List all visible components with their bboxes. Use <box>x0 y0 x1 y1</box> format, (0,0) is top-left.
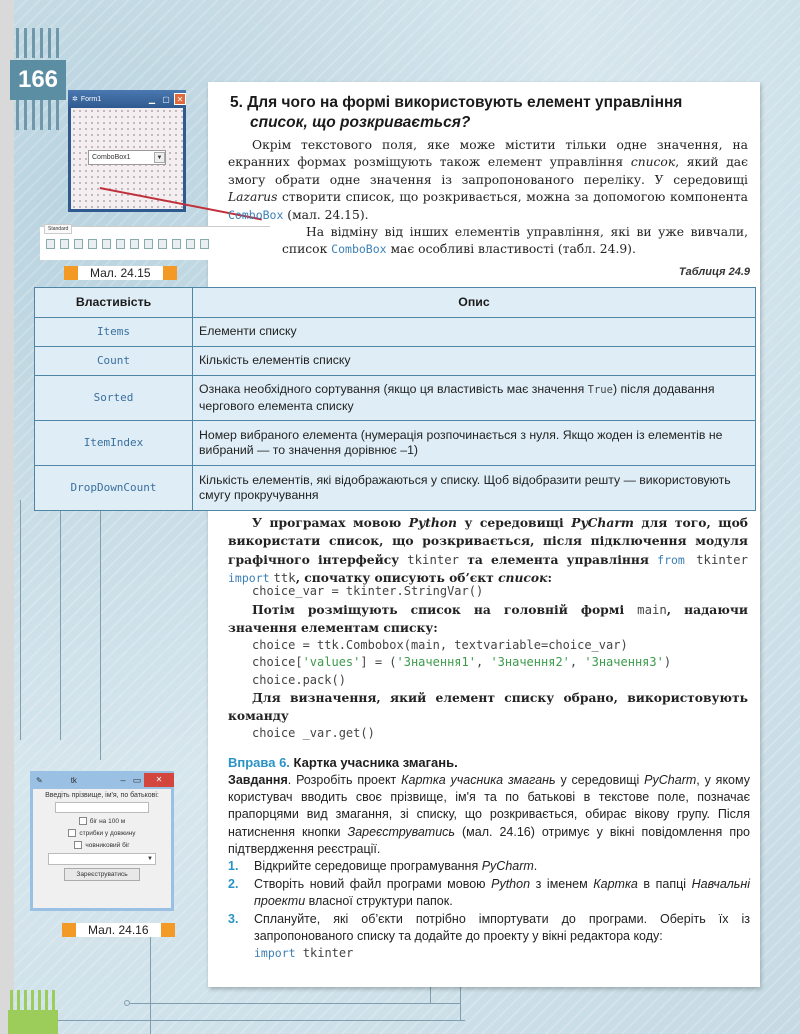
combobox-tool-icon[interactable] <box>200 239 209 249</box>
checkbox-box[interactable] <box>68 829 76 837</box>
combobox-text: ComboBox1 <box>92 154 131 161</box>
chevron-down-icon[interactable]: ▼ <box>154 152 165 163</box>
property-description: Елементи списку <box>193 318 756 347</box>
form-icon: ✲ <box>72 96 78 103</box>
python-paragraph-3: Для визначення, який елемент списку обрано, використовують команду <box>228 690 748 724</box>
caption-marker <box>62 923 76 937</box>
table-row <box>35 466 756 511</box>
section-heading: 5. Для чого на формі використовують елемент управління список, що розкривається? <box>230 94 683 131</box>
close-icon[interactable]: ✕ <box>144 773 174 787</box>
code-line: choice_var = tkinter.StringVar() <box>252 584 484 598</box>
feather-icon: ✎ <box>36 775 43 785</box>
maximize-icon[interactable]: ▢ <box>162 94 170 104</box>
listbox-tool-icon[interactable] <box>186 239 195 249</box>
property-name: DropDownCount <box>35 466 193 511</box>
table-row <box>35 376 756 421</box>
age-group-combobox[interactable] <box>48 853 156 865</box>
tk-window <box>30 771 174 911</box>
combobox-component[interactable] <box>88 150 166 165</box>
minimize-icon[interactable]: – <box>120 775 126 785</box>
circuit-line <box>25 1020 465 1021</box>
figure-caption-24-16: Мал. 24.16 <box>62 923 175 937</box>
code-line: import tkinter <box>254 946 354 960</box>
name-label: Введіть прізвище, ім'я, по батькові: <box>45 792 159 799</box>
register-button[interactable]: Зареєструватись <box>64 868 140 881</box>
toggle-tool-icon[interactable] <box>144 239 153 249</box>
circuit-line <box>100 500 101 760</box>
code-line: choice['values'] = ('Значення1', 'Значення2', 'Значення3') <box>252 655 672 669</box>
python-paragraph: У програмах мовою Python у середовищі PyCharm для того, щоб використати список, що розкривається, після підключення модуля графічного інтерфейсу tkinter та елемента управління from tkinter import ttk, спочатку описують об’єкт список: <box>228 515 748 586</box>
label-tool-icon[interactable] <box>102 239 111 249</box>
component-palette <box>40 226 270 260</box>
button-tool-icon[interactable] <box>88 239 97 249</box>
checkbox-tool-icon[interactable] <box>158 239 167 249</box>
form-titlebar <box>68 90 186 108</box>
column-header-property: Властивість <box>35 288 193 318</box>
checkbox-box[interactable] <box>79 817 87 825</box>
column-header-description: Опис <box>193 288 756 318</box>
table-header-row <box>35 288 756 318</box>
name-input[interactable] <box>55 802 149 813</box>
circuit-line <box>460 987 461 1020</box>
menu-tool-icon[interactable] <box>60 239 69 249</box>
page-edge <box>0 0 14 1034</box>
list-item: 1. Відкрийте середовище програмування PyCharm. <box>228 859 538 873</box>
edit-tool-icon[interactable] <box>116 239 125 249</box>
green-chip-decoration <box>8 1010 58 1034</box>
palette-tab-standard[interactable]: Standard <box>44 224 72 234</box>
caption-marker <box>64 266 78 280</box>
intro-paragraph-2: На відміну від інших елементів управління, які ви уже вивчали, список ComboBox має особливі властивості (табл. 24.9). <box>282 225 748 257</box>
page-number: 166 <box>10 60 66 100</box>
maximize-icon[interactable]: ▭ <box>132 774 142 785</box>
checkbox-box[interactable] <box>74 841 82 849</box>
property-name: Items <box>35 318 193 347</box>
python-paragraph-2: Потім розміщують список на головній формі main, надаючи значення елементам списку: <box>228 602 748 636</box>
intro-paragraph: Окрім текстового поля, яке може містити тільки одне значення, на екранних формах розміщують також елемент управління список, який дає змогу обрати одне значення із запропонованого переліку. У середовищі Lazarus створити список, що розкривається, можна за допомогою компонента ComboBox (мал. 24.15). <box>228 138 748 222</box>
circuit-node <box>124 1000 130 1006</box>
exercise-task: Завдання. Розробіть проект Картка учасника змагань у середовищі PyCharm, у якому користувач вводить своє прізвище, ім'я та по батькові в текстове поле, позначає прапорцями вид змагання, зі списку, що розкривається, обирає вікову групу. Після натиснення кнопки Зареєструватись (мал. 24.16) отримує у вікні повідомлення про підтвердження реєстрації. <box>228 773 750 856</box>
caption-marker <box>161 923 175 937</box>
table-row <box>35 421 756 466</box>
chip-pins <box>16 100 62 130</box>
circuit-line <box>150 930 151 1034</box>
properties-table <box>34 287 756 511</box>
checkbox-shuttle-run[interactable]: човниковий біг <box>33 841 171 849</box>
close-icon[interactable]: ✕ <box>174 93 186 105</box>
table-row <box>35 347 756 376</box>
property-description: Ознака необхідного сортування (якщо ця властивість має значення True) після додавання чергового елемента списку <box>193 376 756 421</box>
checkbox-sprint[interactable]: біг на 100 м <box>33 817 171 825</box>
chip-pins <box>16 28 62 58</box>
property-description: Кількість елементів, які відображаються у списку. Щоб відобразити решту — використовують смугу прокручування <box>193 466 756 511</box>
caption-marker <box>163 266 177 280</box>
circuit-line <box>130 1003 460 1004</box>
pointer-tool-icon[interactable] <box>46 239 55 249</box>
code-line: choice _var.get() <box>252 726 375 740</box>
code-line: choice.pack() <box>252 673 346 687</box>
circuit-line <box>430 987 431 1003</box>
list-item: 2. Створіть новий файл програми мовою Python з іменем Картка в папці Навчальні проекти власної структури папок. <box>228 877 750 908</box>
property-name: Count <box>35 347 193 376</box>
tk-titlebar: ✎ tk – ▭ ✕ <box>30 771 174 789</box>
property-name: ItemIndex <box>35 421 193 466</box>
table-row <box>35 318 756 347</box>
exercise-heading: Вправа 6. Картка учасника змагань. <box>228 755 458 770</box>
form-title: Form1 <box>80 95 102 103</box>
popup-menu-tool-icon[interactable] <box>74 239 83 249</box>
radio-tool-icon[interactable] <box>172 239 181 249</box>
minimize-icon[interactable]: ▁ <box>148 94 156 104</box>
property-description: Кількість елементів списку <box>193 347 756 376</box>
table-caption: Таблиця 24.9 <box>678 266 750 278</box>
checkbox-long-jump[interactable]: стрибки у довжину <box>33 829 171 837</box>
list-item: 3. Сплануйте, які об’єкти потрібно імпортувати до програми. Оберіть їх із запропонованого списку та додайте до проекту у вікні редактора коду: <box>228 912 750 943</box>
figure-caption-24-15: Мал. 24.15 <box>64 266 177 280</box>
chip-pins <box>10 990 56 1010</box>
chevron-down-icon[interactable]: ▼ <box>147 856 153 862</box>
memo-tool-icon[interactable] <box>130 239 139 249</box>
circuit-line <box>60 500 61 740</box>
property-description: Номер вибраного елемента (нумерація розпочинається з нуля. Якщо жоден із елементів не вибраний — то значення дорівнює –1) <box>193 421 756 466</box>
circuit-line <box>20 500 21 740</box>
property-name: Sorted <box>35 376 193 421</box>
code-line: choice = ttk.Combobox(main, textvariable=choice_var) <box>252 638 628 652</box>
